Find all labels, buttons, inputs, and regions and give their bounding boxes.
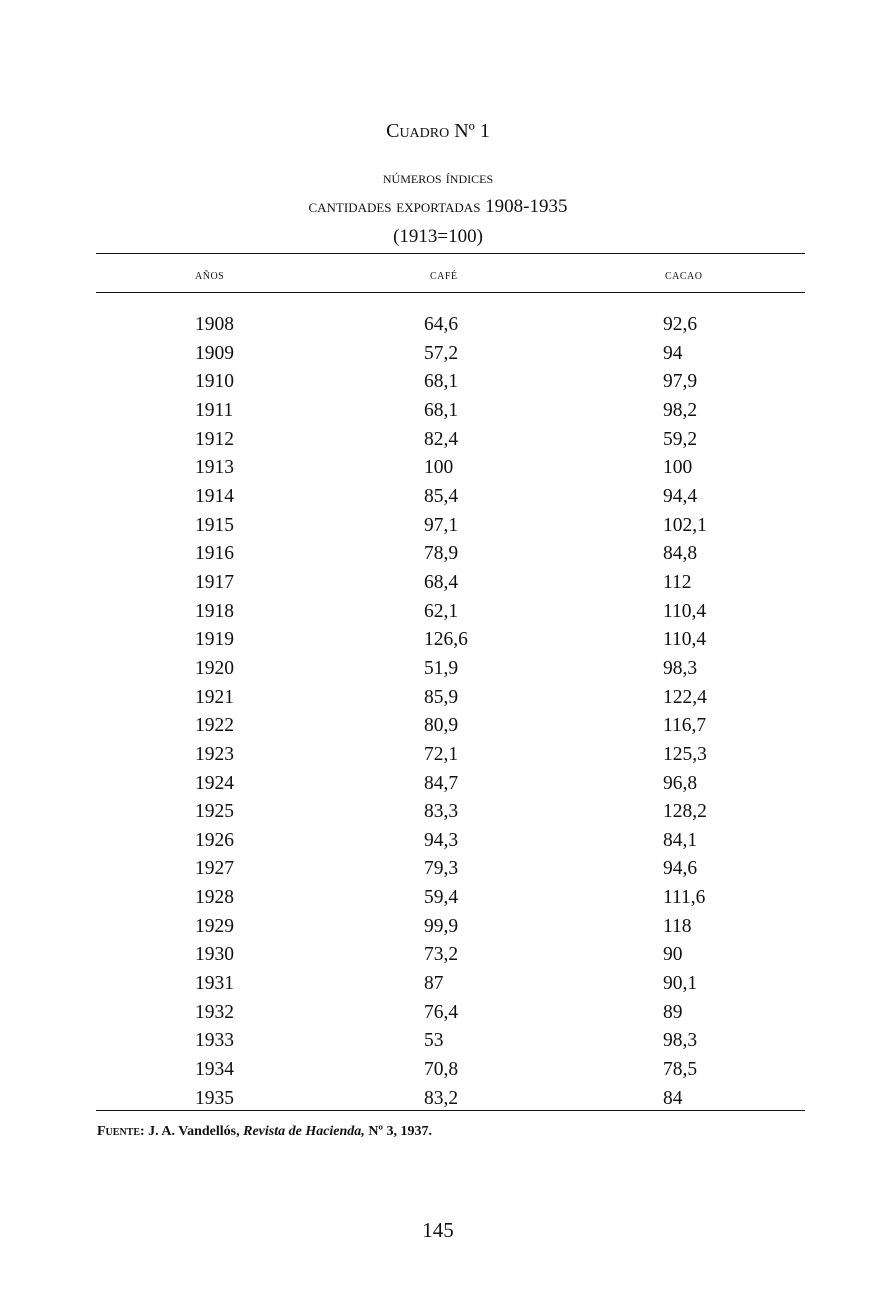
year-cell: 1913 — [195, 457, 234, 479]
cacao-cell: 94 — [663, 342, 683, 364]
cacao-cell: 97,9 — [663, 371, 698, 393]
table-body — [0, 311, 876, 1113]
table-subtitle-exports: cantidades exportadas 1908-1935 — [308, 196, 568, 217]
cafe-cell: 76,4 — [424, 1001, 459, 1023]
header-rule — [96, 292, 805, 293]
cafe-cell: 57,2 — [424, 342, 459, 364]
cafe-cell: 62,1 — [424, 600, 459, 622]
cacao-cell: 59,2 — [663, 428, 698, 450]
cacao-cell: 111,6 — [663, 887, 706, 909]
year-cell: 1929 — [195, 915, 234, 937]
year-cell: 1912 — [195, 428, 234, 450]
cafe-cell: 83,3 — [424, 801, 459, 823]
cafe-cell: 80,9 — [424, 715, 459, 737]
table-row — [0, 770, 876, 799]
year-cell: 1914 — [195, 485, 234, 507]
table-row — [0, 941, 876, 970]
cafe-cell: 68,4 — [424, 571, 459, 593]
cacao-cell: 98,3 — [663, 657, 698, 679]
year-cell: 1919 — [195, 629, 234, 651]
cacao-cell: 98,2 — [663, 399, 698, 421]
table-row — [0, 684, 876, 713]
year-cell: 1925 — [195, 801, 234, 823]
year-cell: 1931 — [195, 973, 234, 995]
table-row — [0, 655, 876, 684]
cacao-cell: 84 — [663, 1087, 683, 1109]
year-cell: 1908 — [195, 314, 234, 335]
cafe-cell: 78,9 — [424, 543, 459, 565]
cafe-cell: 100 — [424, 457, 454, 479]
year-cell: 1924 — [195, 772, 234, 794]
table-row — [0, 540, 876, 569]
cacao-cell: 112 — [663, 571, 692, 593]
cacao-cell: 125,3 — [663, 743, 707, 765]
cacao-cell: 92,6 — [663, 314, 698, 335]
cafe-cell: 51,9 — [424, 657, 459, 679]
table-row — [0, 712, 876, 741]
year-cell: 1909 — [195, 342, 234, 364]
year-cell: 1920 — [195, 657, 234, 679]
table-row — [0, 741, 876, 770]
year-cell: 1922 — [195, 715, 234, 737]
cafe-cell: 53 — [424, 1030, 444, 1052]
cacao-cell: 122,4 — [663, 686, 707, 708]
table-subtitle-indices: números índices — [382, 168, 494, 187]
cafe-cell: 83,2 — [424, 1087, 459, 1109]
year-cell: 1917 — [195, 571, 234, 593]
column-header-cacao: cacao — [665, 268, 703, 283]
cacao-cell: 98,3 — [663, 1030, 698, 1052]
cacao-cell: 78,5 — [663, 1059, 698, 1081]
year-cell: 1921 — [195, 686, 234, 708]
source-author: J. A. Vandellós, — [148, 1124, 240, 1139]
cafe-cell: 68,1 — [424, 399, 459, 421]
year-cell: 1930 — [195, 944, 234, 966]
table-row — [0, 1056, 876, 1085]
cacao-cell: 90,1 — [663, 973, 698, 995]
year-cell: 1923 — [195, 743, 234, 765]
table-row — [0, 368, 876, 397]
cafe-cell: 87 — [424, 973, 444, 995]
cacao-cell: 96,8 — [663, 772, 698, 794]
table-row — [0, 397, 876, 426]
cacao-cell: 110,4 — [663, 600, 707, 622]
cafe-cell: 97,1 — [424, 514, 459, 536]
table-row — [0, 827, 876, 856]
cafe-cell: 72,1 — [424, 743, 459, 765]
year-cell: 1910 — [195, 371, 234, 393]
source-issue: Nº 3, 1937. — [368, 1124, 433, 1139]
year-cell: 1915 — [195, 514, 234, 536]
cafe-cell: 99,9 — [424, 915, 459, 937]
cafe-cell: 70,8 — [424, 1059, 459, 1081]
table-title: Cuadro Nº 1 — [386, 120, 490, 142]
year-cell: 1911 — [195, 399, 234, 421]
cacao-cell: 100 — [663, 457, 693, 479]
year-cell: 1916 — [195, 543, 234, 565]
cafe-cell: 64,6 — [424, 314, 459, 335]
cafe-cell: 85,4 — [424, 485, 459, 507]
top-rule — [96, 253, 805, 254]
cafe-cell: 79,3 — [424, 858, 459, 880]
source-journal: Revista de Hacienda, — [243, 1124, 365, 1139]
cafe-cell: 85,9 — [424, 686, 459, 708]
table-row — [0, 970, 876, 999]
source-note — [97, 1124, 432, 1140]
cacao-cell: 116,7 — [663, 715, 707, 737]
year-cell: 1918 — [195, 600, 234, 622]
table-row — [0, 340, 876, 369]
table-row — [0, 913, 876, 942]
page-number: 145 — [422, 1218, 454, 1242]
table-row — [0, 512, 876, 541]
table-row — [0, 884, 876, 913]
table-row — [0, 1027, 876, 1056]
cacao-cell: 94,4 — [663, 485, 698, 507]
year-cell: 1934 — [195, 1059, 234, 1081]
cacao-cell: 84,1 — [663, 829, 698, 851]
cafe-cell: 94,3 — [424, 829, 459, 851]
column-header-years: años — [195, 268, 225, 283]
cacao-cell: 118 — [663, 915, 692, 937]
cacao-cell: 90 — [663, 944, 683, 966]
table-row — [0, 598, 876, 627]
table-row — [0, 454, 876, 483]
year-cell: 1933 — [195, 1030, 234, 1052]
table-row — [0, 569, 876, 598]
cacao-cell: 89 — [663, 1001, 683, 1023]
cacao-cell: 84,8 — [663, 543, 698, 565]
table-row — [0, 999, 876, 1028]
table-row — [0, 483, 876, 512]
cafe-cell: 73,2 — [424, 944, 459, 966]
cafe-cell: 68,1 — [424, 371, 459, 393]
cafe-cell: 82,4 — [424, 428, 459, 450]
column-header-cafe: café — [430, 268, 458, 283]
year-cell: 1926 — [195, 829, 234, 851]
table-subtitle-base-year: (1913=100) — [393, 226, 483, 247]
source-label: Fuente: — [97, 1124, 145, 1139]
table-row — [0, 626, 876, 655]
cacao-cell: 94,6 — [663, 858, 698, 880]
cafe-cell: 59,4 — [424, 887, 459, 909]
cacao-cell: 110,4 — [663, 629, 707, 651]
cacao-cell: 102,1 — [663, 514, 707, 536]
table-row — [0, 798, 876, 827]
cacao-cell: 128,2 — [663, 801, 707, 823]
table-row — [0, 855, 876, 884]
year-cell: 1932 — [195, 1001, 234, 1023]
year-cell: 1935 — [195, 1087, 234, 1109]
table-row — [0, 426, 876, 455]
bottom-rule — [96, 1110, 805, 1111]
cafe-cell: 84,7 — [424, 772, 459, 794]
year-cell: 1927 — [195, 858, 234, 880]
table-row — [0, 311, 876, 340]
cafe-cell: 126,6 — [424, 629, 468, 651]
year-cell: 1928 — [195, 887, 234, 909]
